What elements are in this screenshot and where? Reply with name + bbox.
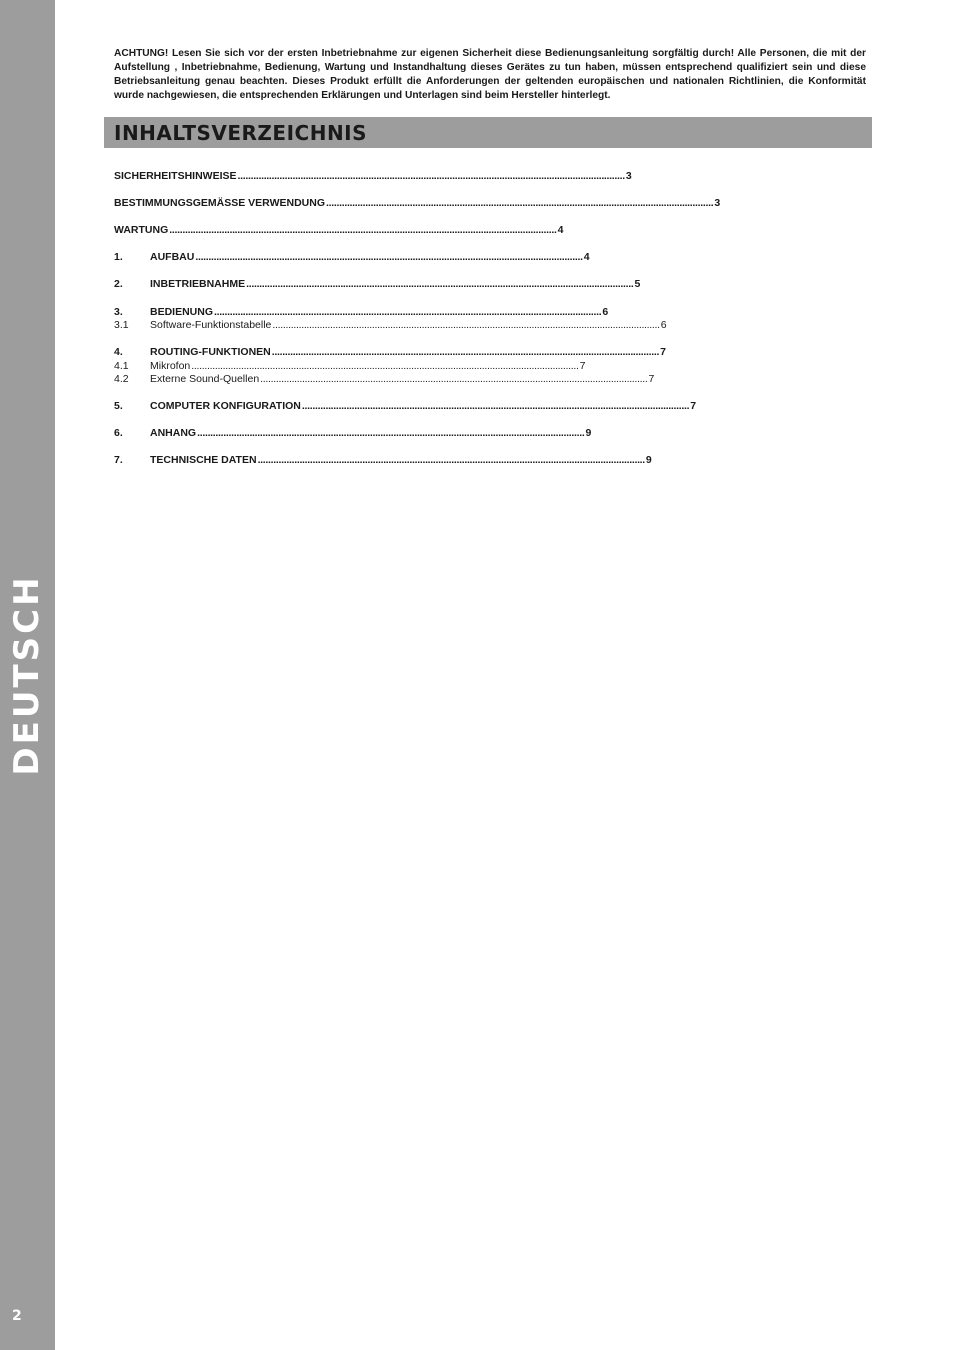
toc-entry bbox=[114, 251, 590, 263]
toc-entry-number: 4.1 bbox=[114, 360, 129, 372]
toc-entry-page: 3 bbox=[714, 197, 721, 209]
toc-entry bbox=[114, 224, 564, 236]
toc-leader: .................................................................................................................................................... bbox=[257, 454, 645, 466]
toc-entry bbox=[114, 306, 609, 318]
toc-leader: .................................................................................................................................................... bbox=[195, 251, 583, 263]
toc-entry-title: ANHANG bbox=[150, 427, 197, 439]
toc-entry-number: 1. bbox=[114, 251, 123, 263]
toc-entry-page: 3 bbox=[625, 170, 632, 182]
toc-entry bbox=[114, 278, 641, 290]
toc-subentry bbox=[114, 360, 586, 372]
toc-leader: .................................................................................................................................................... bbox=[237, 170, 625, 182]
table-of-contents bbox=[114, 0, 721, 1350]
toc-entry-number: 6. bbox=[114, 427, 123, 439]
toc-leader: .................................................................................................................................................... bbox=[326, 197, 714, 209]
toc-entry-number: 3.1 bbox=[114, 319, 129, 331]
toc-entry-page: 7 bbox=[579, 360, 586, 372]
toc-entry-title: ROUTING-FUNKTIONEN bbox=[150, 346, 271, 358]
toc-entry bbox=[114, 170, 632, 182]
toc-leader: .................................................................................................................................................... bbox=[260, 373, 648, 385]
toc-entry-page: 4 bbox=[583, 251, 590, 263]
toc-entry-page: 5 bbox=[634, 278, 641, 290]
toc-leader: .................................................................................................................................................... bbox=[169, 224, 557, 236]
toc-entry-page: 6 bbox=[660, 319, 667, 331]
toc-entry bbox=[114, 197, 721, 209]
toc-entry-title: BESTIMMUNGSGEMÄSSE VERWENDUNG bbox=[114, 197, 325, 209]
toc-entry-title: SICHERHEITSHINWEISE bbox=[114, 170, 237, 182]
language-label: DEUTSCH bbox=[7, 574, 47, 776]
toc-leader: .................................................................................................................................................... bbox=[301, 400, 690, 412]
toc-leader: .................................................................................................................................................... bbox=[197, 427, 585, 439]
toc-entry-number: 7. bbox=[114, 454, 123, 466]
toc-leader: .................................................................................................................................................... bbox=[191, 360, 579, 372]
toc-leader: .................................................................................................................................................... bbox=[271, 346, 660, 358]
toc-entry-title: Externe Sound-Quellen bbox=[150, 373, 260, 385]
toc-entry-number: 4.2 bbox=[114, 373, 129, 385]
toc-entry-page: 9 bbox=[585, 427, 592, 439]
toc-entry bbox=[114, 346, 666, 358]
toc-entry-number: 5. bbox=[114, 400, 123, 412]
toc-entry-title: WARTUNG bbox=[114, 224, 169, 236]
toc-entry-title: Mikrofon bbox=[150, 360, 191, 372]
toc-entry-page: 4 bbox=[557, 224, 564, 236]
toc-entry-title: Software-Funktionstabelle bbox=[150, 319, 272, 331]
toc-entry bbox=[114, 427, 592, 439]
page-number: 2 bbox=[12, 1308, 22, 1324]
toc-entry-page: 7 bbox=[648, 373, 655, 385]
toc-entry-title: INBETRIEBNAHME bbox=[150, 278, 246, 290]
toc-entry-page: 6 bbox=[602, 306, 609, 318]
toc-entry bbox=[114, 454, 652, 466]
toc-entry bbox=[114, 400, 697, 412]
toc-entry-page: 9 bbox=[645, 454, 652, 466]
safety-warning: ACHTUNG! Lesen Sie sich vor der ersten Inbetriebnahme zur eigenen Sicherheit diese Bedienungsanleitung sorgfältig durch! Alle Personen, die mit der Aufstellung , Inbetriebnahme, Bedienung, Wartung und Instandhaltung dieses Gerätes zu tun haben, müssen entsprechend qualifiziert sein und diese Betriebsanleitung genau beachten. Dieses Produkt erfüllt die Anforderungen der geltenden europäischen und nationalen Richtlinien, die Konformität wurde nachgewiesen, die entsprechenden Erklärungen und Unterlagen sind beim Hersteller hinterlegt. bbox=[114, 48, 866, 101]
toc-heading: INHALTSVERZEICHNIS bbox=[114, 121, 368, 145]
toc-entry-title: TECHNISCHE DATEN bbox=[150, 454, 257, 466]
toc-entry-title: AUFBAU bbox=[150, 251, 195, 263]
toc-leader: .................................................................................................................................................... bbox=[214, 306, 602, 318]
toc-entry-page: 7 bbox=[690, 400, 697, 412]
toc-entry-number: 3. bbox=[114, 306, 123, 318]
toc-entry-number: 4. bbox=[114, 346, 123, 358]
toc-subentry bbox=[114, 373, 655, 385]
toc-entry-page: 7 bbox=[660, 346, 666, 358]
toc-subentry bbox=[114, 319, 667, 331]
toc-leader: .................................................................................................................................................... bbox=[272, 319, 660, 331]
toc-entry-number: 2. bbox=[114, 278, 123, 290]
toc-entry-title: COMPUTER KONFIGURATION bbox=[150, 400, 301, 412]
toc-entry-title: BEDIENUNG bbox=[150, 306, 214, 318]
language-side-band bbox=[0, 0, 55, 1350]
toc-leader: .................................................................................................................................................... bbox=[246, 278, 634, 290]
